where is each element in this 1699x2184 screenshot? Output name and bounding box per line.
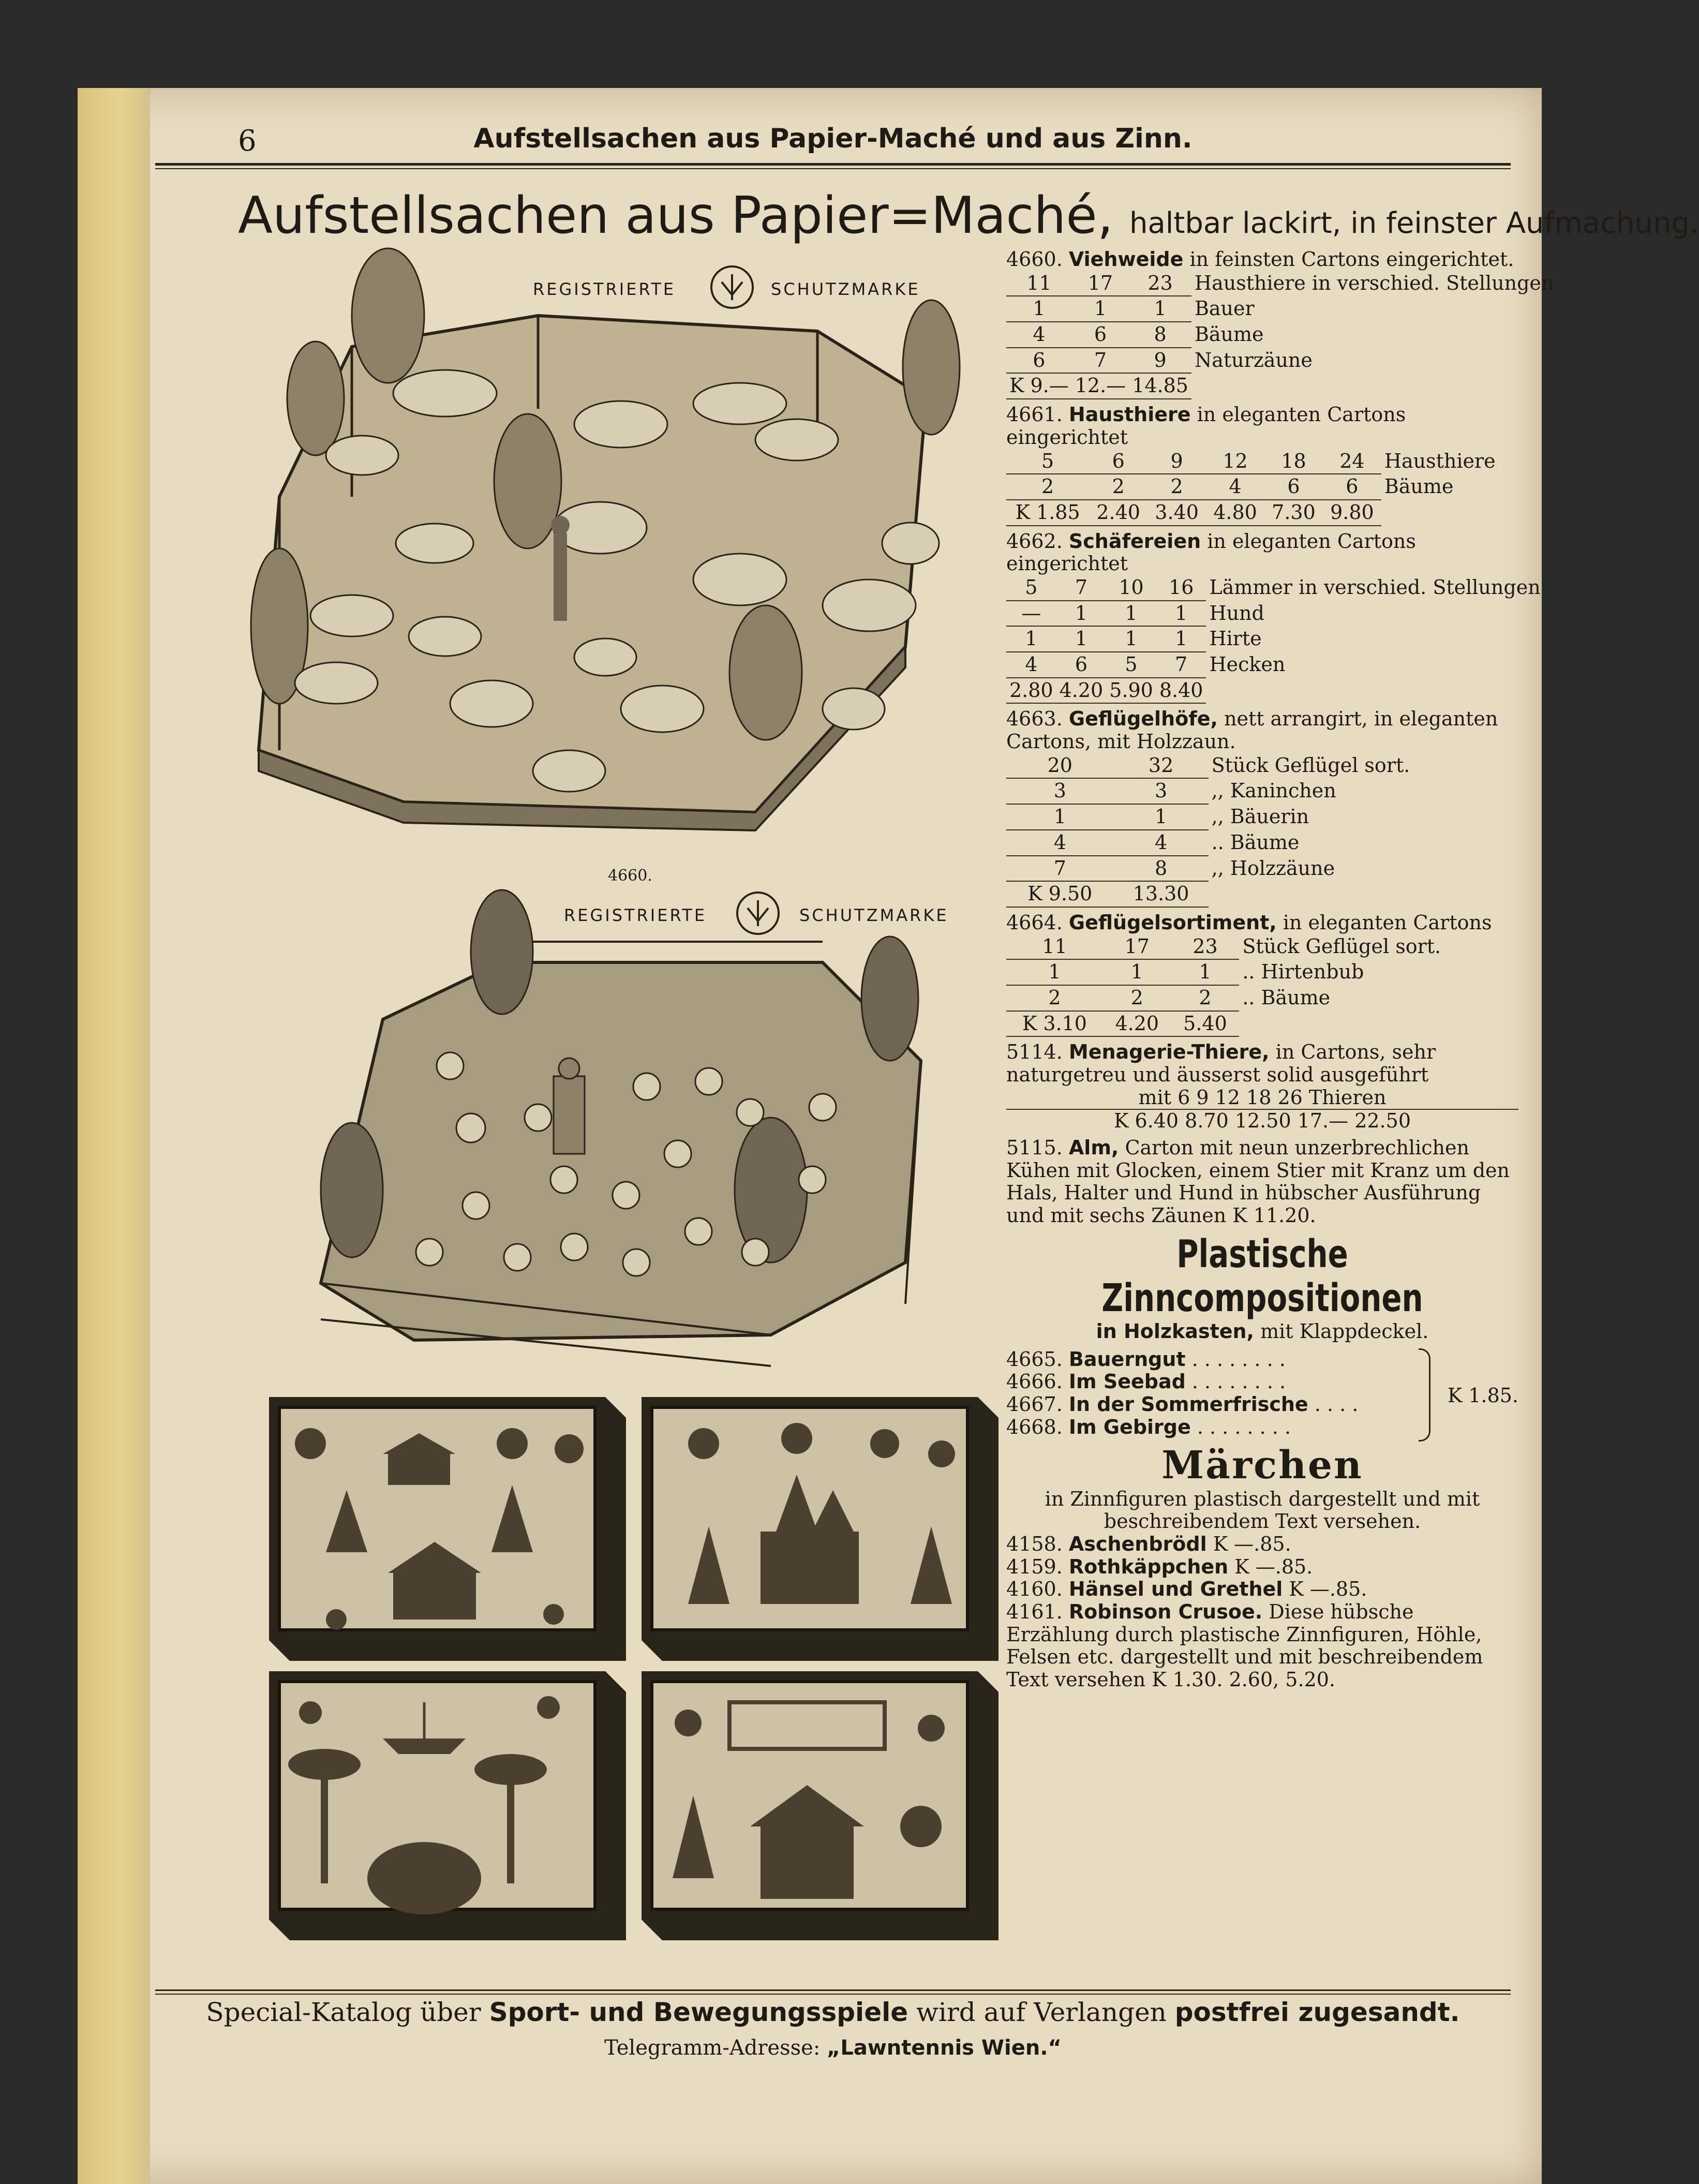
list-item: 4665. Bauerngut . . . . . . . . (1006, 1347, 1286, 1371)
maerchen-heading: Märchen (1161, 1443, 1363, 1488)
header-rule-thin (155, 168, 1511, 169)
table-row: 4 4 .. Bäume (1006, 830, 1518, 856)
item-name: Hausthiere (1068, 403, 1191, 426)
item-name: Geflügelsortiment, (1068, 911, 1277, 934)
table-row: 1 1 1 Bauer (1006, 296, 1557, 322)
maerchen-intro: in Zinnfiguren plastisch dargestellt und mit beschreibendem Text versehen. (1045, 1487, 1480, 1533)
list-item: 4160. Hänsel und Grethel K —.85. (1006, 1578, 1367, 1601)
item-name: Schäfereien (1068, 529, 1201, 553)
trademark-caption-left: REGISTRIERTE (533, 279, 676, 299)
table-row: 4 6 8 Bäume (1006, 322, 1557, 348)
page-number: 6 (238, 124, 257, 158)
footer-rule-thin (155, 1994, 1511, 1995)
table-row: mit 6 9 12 18 26 Thieren (1006, 1087, 1518, 1110)
item-desc: in eleganten Cartons eingerichtet (1006, 529, 1416, 575)
running-header (155, 119, 1511, 166)
item-desc: in Cartons, sehr naturgetreu und äusserst solid ausgeführt (1006, 1041, 1436, 1086)
table-row: 5 7 10 16 Lämmer in verschied. Stellungen (1006, 575, 1544, 601)
list-item: 4158. Aschenbrödl K —.85. (1006, 1532, 1291, 1555)
item-desc: in eleganten Cartons eingerichtet (1006, 403, 1406, 449)
zinn-subheading: in Holzkasten, mit Klappdeckel. (1096, 1320, 1429, 1343)
item-number: 4663. (1006, 707, 1063, 731)
trademark-caption-right: SCHUTZMARKE (771, 279, 920, 299)
trademark-caption-right: SCHUTZMARKE (799, 905, 949, 925)
trademark-caption-left: REGISTRIERTE (564, 905, 707, 925)
price-column (1006, 248, 1554, 1691)
entry-5115 (1006, 1137, 1518, 1227)
zinn-price: K 1.85. (1447, 1384, 1518, 1407)
entry-4660 (1006, 248, 1554, 399)
price-table (1006, 575, 1544, 704)
item-desc: in feinsten Cartons eingerichtet. (1183, 248, 1514, 271)
table-row: 7 8 ,, Holzzäune (1006, 856, 1518, 882)
table-row: 2 2 2 4 6 6 Bäume (1006, 474, 1518, 500)
table-row: K 9.— 12.— 14.85 (1006, 373, 1557, 399)
table-row: 2 2 2 .. Bäume (1006, 985, 1518, 1011)
list-item: 4667. In der Sommerfrische . . . . (1006, 1393, 1359, 1416)
illustration-viehweide (248, 254, 962, 833)
figure-number: 4660. (608, 867, 652, 885)
list-item: 4668. Im Gebirge . . . . . . . . (1006, 1415, 1291, 1438)
table-row: — 1 1 1 Hund (1006, 601, 1544, 627)
running-title: Aufstellsachen aus Papier-Maché und aus Zinn. (473, 123, 1193, 154)
title-sub: haltbar lackirt, in feinster Aufmachung. (1129, 206, 1699, 240)
item-name: Viehweide (1068, 248, 1184, 271)
price-table (1006, 271, 1557, 399)
title-main: Aufstellsachen aus Papier=Maché, (238, 186, 1113, 245)
item-desc: Carton mit neun unzerbrechlichen Kühen mit Glocken, einem Stier mit Kranz um den Hals, Halter und Hund in hübscher Ausführung und mit sechs Zäunen K 11.20. (1006, 1136, 1510, 1227)
table-row: 1 1 1 .. Hirtenbub (1006, 959, 1518, 985)
entry-4662 (1006, 529, 1541, 704)
footer-rule (155, 1989, 1511, 1991)
header-rule (155, 163, 1511, 166)
item-number: 4662. (1006, 529, 1063, 553)
zinn-box-bauerngut (269, 1397, 626, 1661)
table-row: 11 17 23 Stück Geflügel sort. (1006, 934, 1518, 960)
gsn-mark: G.S.N. (295, 1966, 345, 1984)
table-row: 6 7 9 Naturzäune (1006, 348, 1557, 374)
table-row: 1 1 1 1 Hirte (1006, 626, 1544, 652)
entry-4661 (1006, 404, 1518, 526)
table-row: 4 6 5 7 Hecken (1006, 652, 1544, 678)
illustration-gefluegelhof (305, 890, 967, 1366)
item-number: 5115. (1006, 1136, 1063, 1160)
price-table (1006, 934, 1518, 1037)
zinn-box-sommerfrische (269, 1671, 626, 1940)
list-item: 4161. Robinson Crusoe. Diese hübsche Erzählung durch plastische Zinnfiguren, Höhle, Felsen etc. dargestellt und mit beschreibendem Text versehen K 1.30. 2.60, 5.20. (1006, 1600, 1483, 1691)
table-row: 2.80 4.20 5.90 8.40 (1006, 678, 1544, 704)
table-row: K 9.50 13.30 (1006, 881, 1518, 907)
page-edge (78, 88, 150, 2184)
entry-4663 (1006, 708, 1518, 908)
telegram-address: Telegramm-Adresse: „Lawntennis Wien.“ (604, 2036, 1062, 2060)
entry-5114 (1006, 1041, 1518, 1133)
zinn-list (1006, 1348, 1518, 1439)
zinn-heading: Plastische Zinncompositionen (1101, 1231, 1423, 1320)
item-number: 5114. (1006, 1041, 1063, 1064)
item-name: Menagerie-Thiere, (1068, 1041, 1270, 1064)
item-name: Alm, (1068, 1136, 1119, 1160)
list-item: 4159. Rothkäppchen K —.85. (1006, 1555, 1313, 1578)
zinn-box-gebirge (642, 1671, 998, 1940)
brace (1419, 1348, 1430, 1442)
price-table (1006, 449, 1518, 526)
table-row: 5 6 9 12 18 24 Hausthiere (1006, 449, 1518, 474)
zinn-box-seebad (642, 1397, 998, 1661)
item-number: 4661. (1006, 403, 1063, 426)
table-row: 20 32 Stück Geflügel sort. (1006, 753, 1518, 779)
page-title (238, 186, 1699, 245)
entry-4664 (1006, 912, 1518, 1037)
item-desc: nett arrangirt, in eleganten Cartons, mit Holzzaun. (1006, 707, 1498, 753)
table-row: K 6.40 8.70 12.50 17.— 22.50 (1113, 1109, 1411, 1133)
table-row: 11 17 23 Hausthiere in verschied. Stellungen (1006, 271, 1557, 296)
item-number: 4664. (1006, 911, 1063, 934)
table-row: K 1.85 2.40 3.40 4.80 7.30 9.80 (1006, 500, 1518, 526)
table-row: 3 3 ,, Kaninchen (1006, 778, 1518, 804)
footer-line: Special-Katalog über Sport- und Bewegungsspiele wird auf Verlangen postfrei zugesandt. (206, 1997, 1460, 2027)
item-number: 4660. (1006, 248, 1063, 271)
list-item: 4666. Im Seebad . . . . . . . . (1006, 1370, 1286, 1393)
table-row: K 3.10 4.20 5.40 (1006, 1011, 1518, 1037)
item-name: Geflügelhöfe, (1068, 707, 1218, 731)
item-desc: in eleganten Cartons (1276, 911, 1492, 934)
price-table (1006, 753, 1518, 908)
table-row: 1 1 ,, Bäuerin (1006, 804, 1518, 830)
